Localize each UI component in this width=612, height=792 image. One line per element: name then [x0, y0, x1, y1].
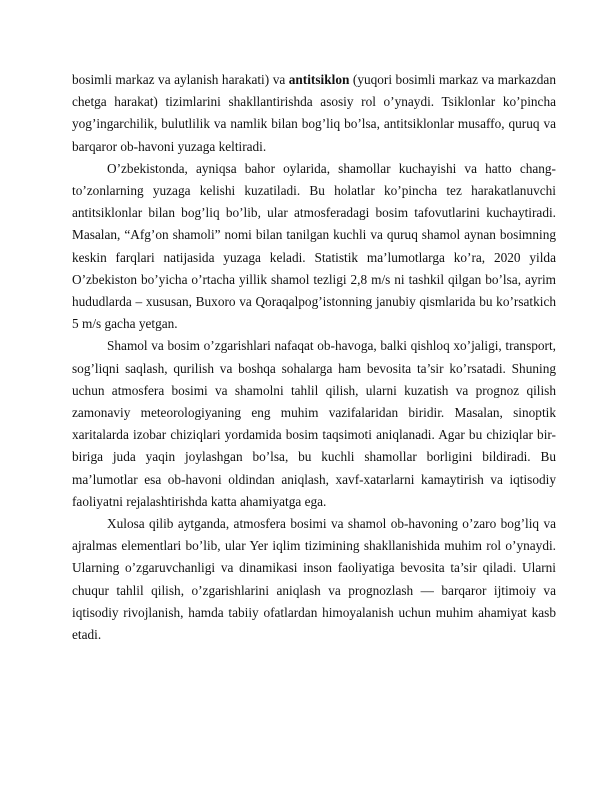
paragraph-cyclone-anticyclone — [72, 69, 556, 158]
term-antitsiklon: antitsiklon — [288, 72, 350, 87]
paragraph-1-start: bosimli markaz va aylanish harakati) va — [72, 72, 289, 87]
document-page — [72, 69, 556, 646]
paragraph-1-rest: (yuqori bosimli markaz va markazdan chetga harakat) tizimlarini shakllantirishda asosiy rol o’ynaydi. Tsiklonlar ko’pincha yog’ingarchilik, bulutlilik va namlik bilan bog’liq bo’lsa, antitsiklonlar musaffo, quruq va barqaror ob-havoni yuzaga keltiradi. — [72, 72, 556, 154]
paragraph-uzbekistan-winds: O’zbekistonda, ayniqsa bahor oylarida, shamollar kuchayishi va hatto chang-to’zonlarning yuzaga kelishi kuzatiladi. Bu holatlar ko’pincha tez harakatlanuvchi antitsiklonlar bilan bog’liq bo’lib, ular atmosferadagi bosim tafovutlarini kuchaytiradi. Masalan, “Afg’on shamoli” nomi bilan tanilgan kuchli va quruq shamol aynan bosimning keskin farqlari natijasida yuzaga keladi. Statistik ma’lumotlarga ko’ra, 2020 yilda O’zbekiston bo’yicha o’rtacha yillik shamol tezligi 2,8 m/s ni tashkil qilgan bo’lsa, ayrim hududlarda – xususan, Buxoro va Qoraqalpog’istonning janubiy qismlarida bu ko’rsatkich 5 m/s gacha yetgan. — [72, 160, 556, 332]
paragraph-conclusion: Xulosa qilib aytganda, atmosfera bosimi va shamol ob-havoning o’zaro bog’liq va ajralmas elementlari bo’lib, ular Yer iqlim tizimining shakllanishida muhim rol o’ynaydi. Ularning o’zgaruvchanligi va dinamikasi inson faoliyatiga bevosita ta’sir qiladi. Ularni chuqur tahlil qilish, o’zgarishlarini aniqlash va prognozlash — barqaror ijtimoiy va iqtisodiy rivojlanish, hamda tabiiy ofatlardan himoyalanish uchun muhim ahamiyat kasb etadi. — [72, 516, 556, 643]
paragraph-impact-analysis: Shamol va bosim o’zgarishlari nafaqat ob-havoga, balki qishloq xo’jaligi, transport, sog’liqni saqlash, qurilish va boshqa sohalarga ham bevosita ta’sir ko’rsatadi. Shuning uchun atmosfera bosimi va shamolni tahlil qilish, ularni kuzatish va prognoz qilish zamonaviy meteorologiyaning eng muhim vazifalaridan biridir. Masalan, sinoptik xaritalarda izobar chiziqlari yordamida bosim taqsimoti aniqlanadi. Agar bu chiziqlar bir-biriga juda yaqin joylashgan bo’lsa, bu kuchli shamollar borligini bildiradi. Bu ma’lumotlar esa ob-havoni oldindan aniqlash, xavf-xatarlarni kamaytirish va iqtisodiy faoliyatni rejalashtirishda katta ahamiyatga ega. — [72, 338, 556, 509]
